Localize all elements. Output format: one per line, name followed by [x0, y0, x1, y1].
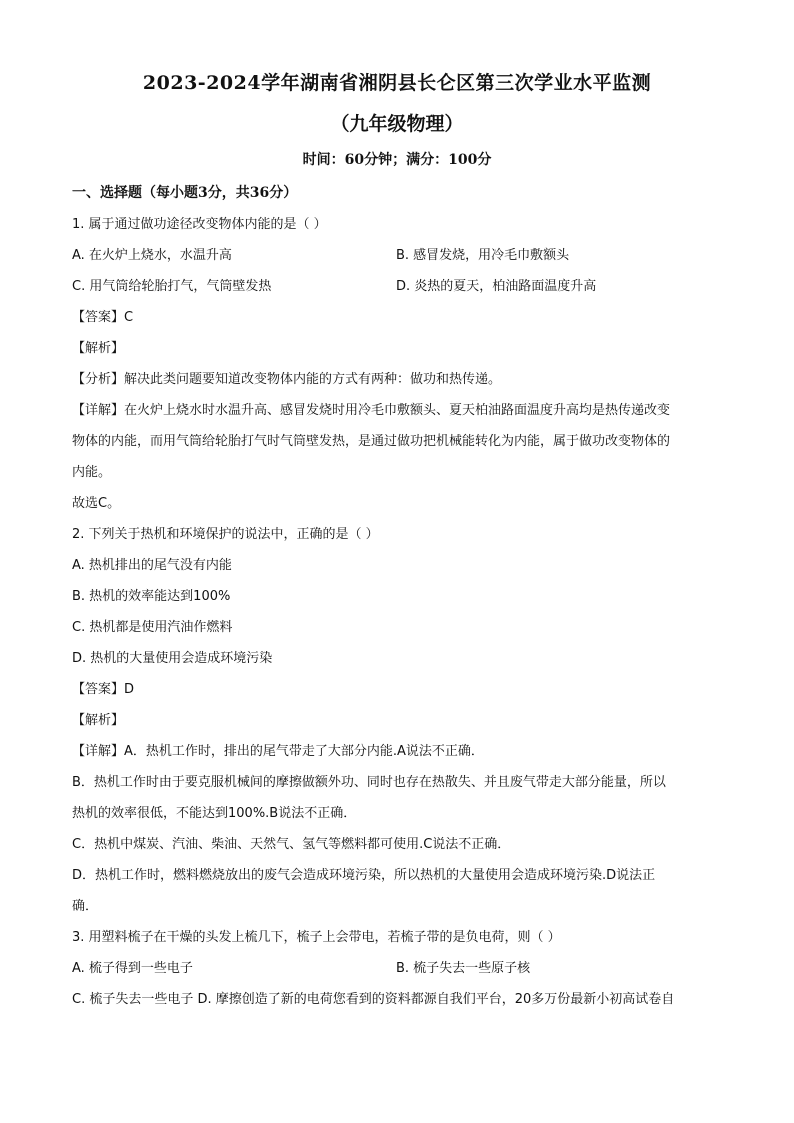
question-2-option-b: B. 热机的效率能达到100%	[72, 589, 231, 604]
section-heading: 一、选择题（每小题3分，共36分）	[72, 185, 298, 201]
question-1-option-b: B. 感冒发烧，用冷毛巾敷额头	[396, 248, 570, 263]
question-2-option-a: A. 热机排出的尾气没有内能	[72, 558, 232, 573]
exam-meta: 时间：60分钟；满分：100分	[302, 152, 492, 168]
question-1-detail-line-2: 物体的内能，而用气筒给轮胎打气时气筒壁发热，是通过做功把机械能转化为内能，属于做功改变物体的	[72, 434, 671, 449]
question-3-option-a: A. 梳子得到一些电子	[72, 961, 193, 976]
question-1-options-row-2	[72, 271, 732, 302]
question-2-detail-a: 【详解】A．热机工作时，排出的尾气带走了大部分内能.A说法不正确．	[72, 744, 484, 759]
question-3-option-b: B. 梳子失去一些原子核	[396, 961, 531, 976]
question-2-option-c: C. 热机都是使用汽油作燃料	[72, 620, 233, 635]
question-1-option-d: D. 炎热的夏天，柏油路面温度升高	[396, 279, 597, 294]
question-1-stem: 1. 属于通过做功途径改变物体内能的是（ ）	[72, 217, 327, 232]
question-2-analysis-label: 【解析】	[72, 713, 125, 728]
document-body	[72, 178, 732, 1015]
question-1-option-c: C. 用气筒给轮胎打气，气筒壁发热	[72, 279, 272, 294]
question-2-detail-d-line-2: 确．	[72, 899, 99, 914]
question-2-option-d: D. 热机的大量使用会造成环境污染	[72, 651, 273, 666]
question-2-answer: 【答案】D	[72, 682, 135, 697]
question-1-detail-line-1: 【详解】在火炉上烧水时水温升高、感冒发烧时用冷毛巾敷额头、夏天柏油路面温度升高均是热传递改变	[72, 403, 671, 418]
question-2-detail-c: C．热机中煤炭、汽油、柴油、天然气、氢气等燃料都可使用.C说法不正确．	[72, 837, 511, 852]
question-1-choice: 故选C。	[72, 496, 121, 511]
question-1-options-row-1	[72, 240, 732, 271]
question-1-option-a: A. 在火炉上烧水，水温升高	[72, 248, 232, 263]
question-1-analysis-label: 【解析】	[72, 341, 125, 356]
question-2-stem: 2. 下列关于热机和环境保护的说法中，正确的是（ ）	[72, 527, 379, 542]
question-3-stem: 3. 用塑料梳子在干燥的头发上梳几下，梳子上会带电，若梳子带的是负电荷，则（ ）	[72, 930, 561, 945]
question-2-detail-b-line-1: B．热机工作时由于要克服机械间的摩擦做额外功、同时也存在热散失、并且废气带走大部分能量，所以	[72, 775, 666, 790]
page-title: 2023-2024学年湖南省湘阴县长仑区第三次学业水平监测	[142, 72, 652, 94]
question-2-detail-d-line-1: D．热机工作时，燃料燃烧放出的废气会造成环境污染，所以热机的大量使用会造成环境污染.D说法正	[72, 868, 656, 883]
question-2-detail-b-line-2: 热机的效率很低，不能达到100%.B说法不正确．	[72, 806, 357, 821]
question-1-fenxi: 【分析】解决此类问题要知道改变物体内能的方式有两种：做功和热传递。	[72, 372, 502, 387]
question-1-detail-line-3: 内能。	[72, 465, 112, 480]
page-subtitle: （九年级物理）	[330, 113, 464, 135]
question-3-options-row-2: C. 梳子失去一些电子 D. 摩擦创造了新的电荷您看到的资料都源自我们平台，20多万份最新小初高试卷自	[72, 992, 675, 1007]
question-1-answer: 【答案】C	[72, 310, 134, 325]
question-3-options-row-1	[72, 953, 732, 984]
